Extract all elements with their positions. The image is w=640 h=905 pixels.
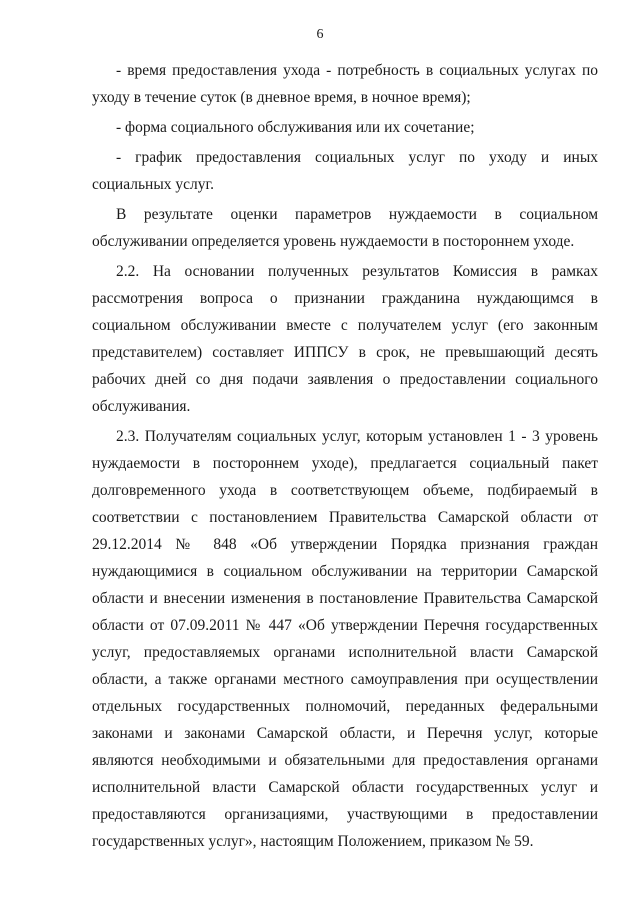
paragraph-care-time: - время предоставления ухода - потребность в социальных услугах по уходу в течение суток (в дневное время, в ночное время); (92, 62, 598, 106)
paragraph-section-2-2: 2.2. На основании полученных результатов Комиссия в рамках рассмотрения вопроса о признании гражданина нуждающимся в социальном обслуживании вместе с получателем услуг (его законным представителем) составляет ИППСУ в срок, не превышающий десять рабочих дней со дня подачи заявления о предоставлении социального обслуживания. (92, 263, 598, 415)
paragraph-section-2-3: 2.3. Получателям социальных услуг, которым установлен 1 - 3 уровень нуждаемости в постороннем уходе), предлагается социальный пакет долговременного ухода в соответствующем объеме, подбираемый в соответствии с постановлением Правительства Самарской области от 29.12.2014 № 848 «Об утверждении Порядка признания граждан нуждающимися в социальном обслуживании на территории Самарской области и внесении изменения в постановление Правительства Самарской области от 07.09.2011 № 447 «Об утверждении Перечня государственных услуг, предоставляемых органами исполнительной власти Самарской области, а также органами местного самоуправления при осуществлении отдельных государственных полномочий, переданных федеральными законами и законами Самарской области, и Перечня услуг, которые являются необходимыми и обязательными для предоставления органами исполнительной власти Самарской области государственных услуг и предоставляются организациями, участвующими в предоставлении государственных услуг», настоящим Положением, приказом № 59. (92, 428, 598, 850)
paragraph-service-form: - форма социального обслуживания или их сочетание; (116, 119, 475, 136)
paragraph-assessment-result: В результате оценки параметров нуждаемости в социальном обслуживании определяется уровень нуждаемости в постороннем уходе. (92, 206, 598, 250)
paragraph-service-schedule: - график предоставления социальных услуг по уходу и иных социальных услуг. (92, 149, 598, 193)
document-body (92, 57, 598, 858)
page-number: 6 (316, 27, 324, 42)
